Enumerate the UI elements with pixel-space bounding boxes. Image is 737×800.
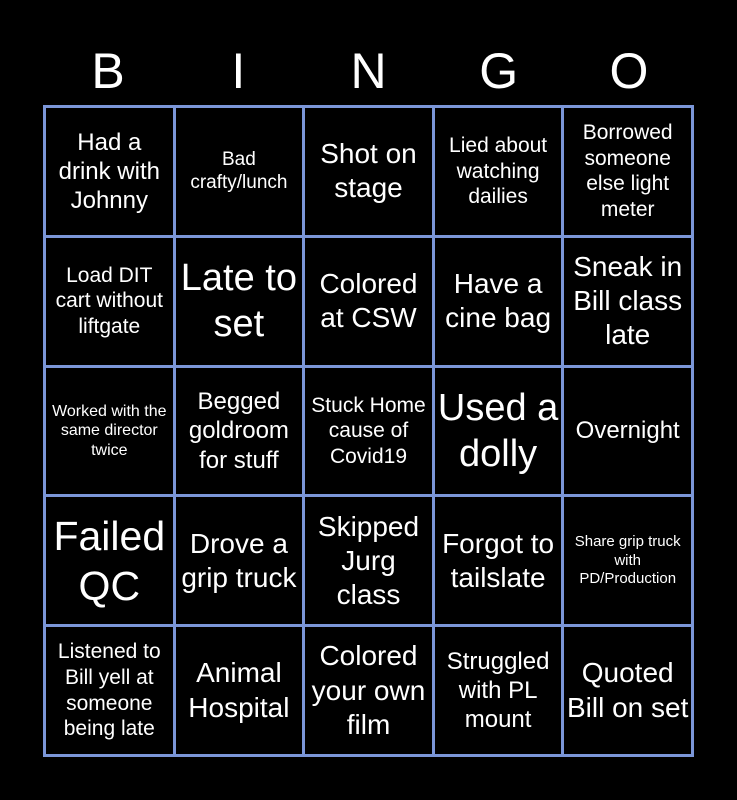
cell-label: Sneak in Bill class late <box>573 250 683 351</box>
cell-label: Borrowed someone else light meter <box>582 121 673 221</box>
cell-label: Begged goldroom for stuff <box>188 388 289 474</box>
cell-label: Animal Hospital <box>188 657 290 723</box>
cell-label: Overnight <box>575 417 680 445</box>
bingo-cell-r2-c3[interactable] <box>305 238 432 365</box>
cell-label: Late to set <box>180 256 297 346</box>
cell-label: Load DIT cart without liftgate <box>55 263 163 338</box>
bingo-cell-r1-c5[interactable] <box>564 108 691 235</box>
cell-label: Skipped Jurg class <box>317 510 420 610</box>
header-letter-b: B <box>91 43 125 99</box>
bingo-cell-r5-c1[interactable] <box>46 627 173 754</box>
cell-label: Had a drink with Johnny <box>58 128 160 215</box>
cell-label: Struggled with PL mount <box>446 647 550 734</box>
bingo-cell-r3-c4[interactable] <box>435 368 562 495</box>
bingo-cell-r1-c2[interactable] <box>176 108 303 235</box>
bingo-cell-r3-c3[interactable] <box>305 368 432 495</box>
header-letter-n: N <box>350 43 387 99</box>
bingo-cell-r4-c4[interactable] <box>435 497 562 624</box>
cell-label: Listened to Bill yell at someone being late <box>57 640 161 741</box>
header-letter-o: O <box>609 43 649 99</box>
bingo-cell-r2-c5[interactable] <box>564 238 691 365</box>
bingo-cell-r3-c1[interactable] <box>46 368 173 495</box>
bingo-cell-r4-c2[interactable] <box>176 497 303 624</box>
bingo-cell-r4-c3[interactable] <box>305 497 432 624</box>
bingo-cell-r3-c5[interactable] <box>564 368 691 495</box>
bingo-cell-r1-c1[interactable] <box>46 108 173 235</box>
cell-label: Have a cine bag <box>445 268 552 334</box>
header-letter-i: I <box>231 43 246 99</box>
bingo-cell-r1-c3[interactable] <box>305 108 432 235</box>
cell-label: Shot on stage <box>320 138 417 204</box>
bingo-cell-r4-c1[interactable] <box>46 497 173 624</box>
bingo-cell-r5-c4[interactable] <box>435 627 562 754</box>
bingo-board <box>43 105 694 757</box>
bingo-cell-r3-c2[interactable] <box>176 368 303 495</box>
cell-label: Lied about watching dailies <box>449 133 548 209</box>
bingo-cell-r2-c2[interactable] <box>176 238 303 365</box>
cell-label: Bad crafty/lunch <box>190 149 288 194</box>
cell-label: Colored your own film <box>311 640 426 740</box>
cell-label: Failed QC <box>53 512 166 609</box>
cell-label: Stuck Home cause of Covid19 <box>311 393 426 468</box>
bingo-cell-r5-c2[interactable] <box>176 627 303 754</box>
cell-label: Colored at CSW <box>319 268 418 334</box>
cell-label: Share grip truck with PD/Production <box>574 533 681 587</box>
bingo-cell-r5-c5[interactable] <box>564 627 691 754</box>
cell-label: Drove a grip truck <box>181 527 297 593</box>
header-letter-g: G <box>479 43 519 99</box>
cell-label: Forgot to tailslate <box>442 527 555 593</box>
cell-label: Worked with the same director twice <box>52 402 167 459</box>
bingo-header <box>43 40 694 102</box>
cell-label: Used a dolly <box>437 386 559 475</box>
bingo-cell-r4-c5[interactable] <box>564 497 691 624</box>
bingo-cell-r2-c4[interactable] <box>435 238 562 365</box>
bingo-cell-r5-c3[interactable] <box>305 627 432 754</box>
cell-label: Quoted Bill on set <box>566 657 689 723</box>
bingo-cell-r2-c1[interactable] <box>46 238 173 365</box>
bingo-cell-r1-c4[interactable] <box>435 108 562 235</box>
